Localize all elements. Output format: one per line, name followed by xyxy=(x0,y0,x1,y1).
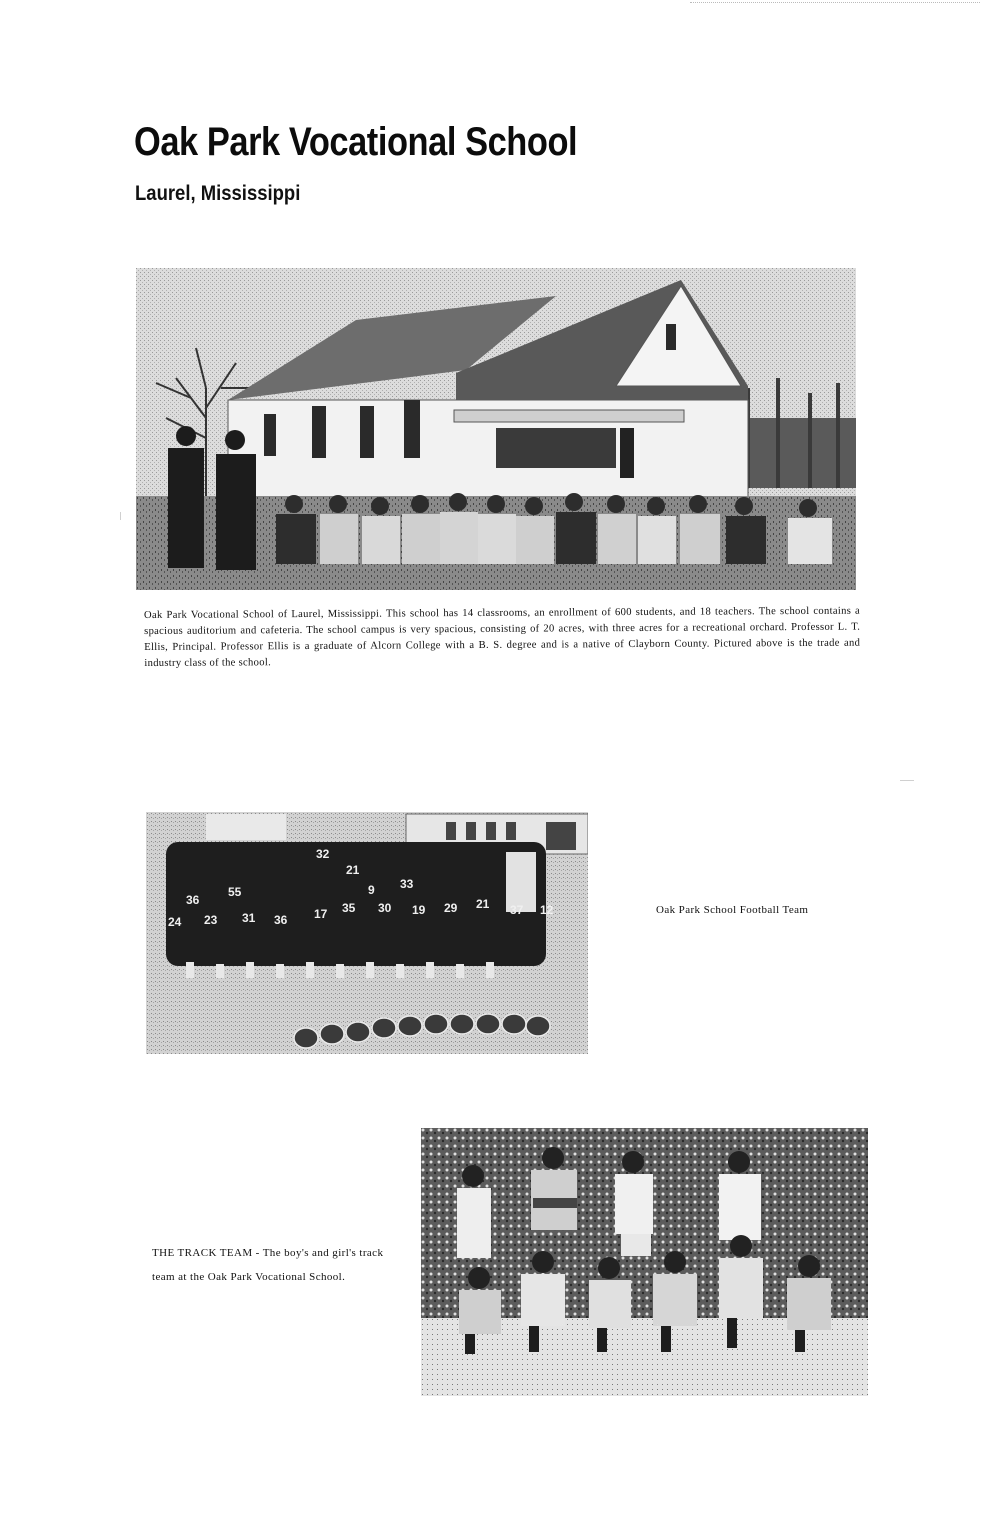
track-team-photo xyxy=(421,1128,868,1396)
jersey-number: 36 xyxy=(186,893,200,907)
jersey-number: 23 xyxy=(204,913,218,927)
scan-speck xyxy=(120,512,121,520)
jersey-number: 24 xyxy=(168,915,182,929)
page-subtitle: Laurel, Mississippi xyxy=(135,182,301,205)
jersey-number: 12 xyxy=(540,903,554,917)
football-team-photo xyxy=(146,812,588,1054)
jersey-number: 31 xyxy=(242,911,256,925)
jersey-number: 29 xyxy=(444,901,458,915)
jersey-number: 33 xyxy=(400,877,414,891)
jersey-number: 55 xyxy=(228,885,242,899)
jersey-number: 9 xyxy=(368,883,375,897)
jersey-number: 32 xyxy=(316,847,330,861)
page-title: Oak Park Vocational School xyxy=(134,120,578,164)
jersey-number: 21 xyxy=(346,863,360,877)
scan-speck xyxy=(900,780,914,781)
jersey-number: 37 xyxy=(510,903,524,917)
jersey-number: 17 xyxy=(314,907,328,921)
jersey-number: 36 xyxy=(274,913,288,927)
jersey-number: 19 xyxy=(412,903,426,917)
school-photo-caption: Oak Park Vocational School of Laurel, Mississippi. This school has 14 classrooms, an enrollment of 600 students, and 18 teachers. The school contains a spacious auditorium and cafeteria. The school campus is very spacious, consisting of 20 acres, with three acres for a recreational orchard. Professor L. T. Ellis, Principal. Professor Ellis is a graduate of Alcorn College with a B. S. degree and is a native of Clayborn County. Pictured above is the trade and industry class of the school. xyxy=(144,605,861,669)
football-photo-caption: Oak Park School Football Team xyxy=(656,904,809,916)
scan-edge-line xyxy=(690,2,980,3)
jersey-number: 30 xyxy=(378,901,392,915)
jersey-number: 21 xyxy=(476,897,490,911)
school-building-photo xyxy=(136,268,856,590)
jersey-number: 35 xyxy=(342,901,356,915)
track-photo-caption: THE TRACK TEAM - The boy's and girl's track team at the Oak Park Vocational School. xyxy=(152,1247,384,1283)
